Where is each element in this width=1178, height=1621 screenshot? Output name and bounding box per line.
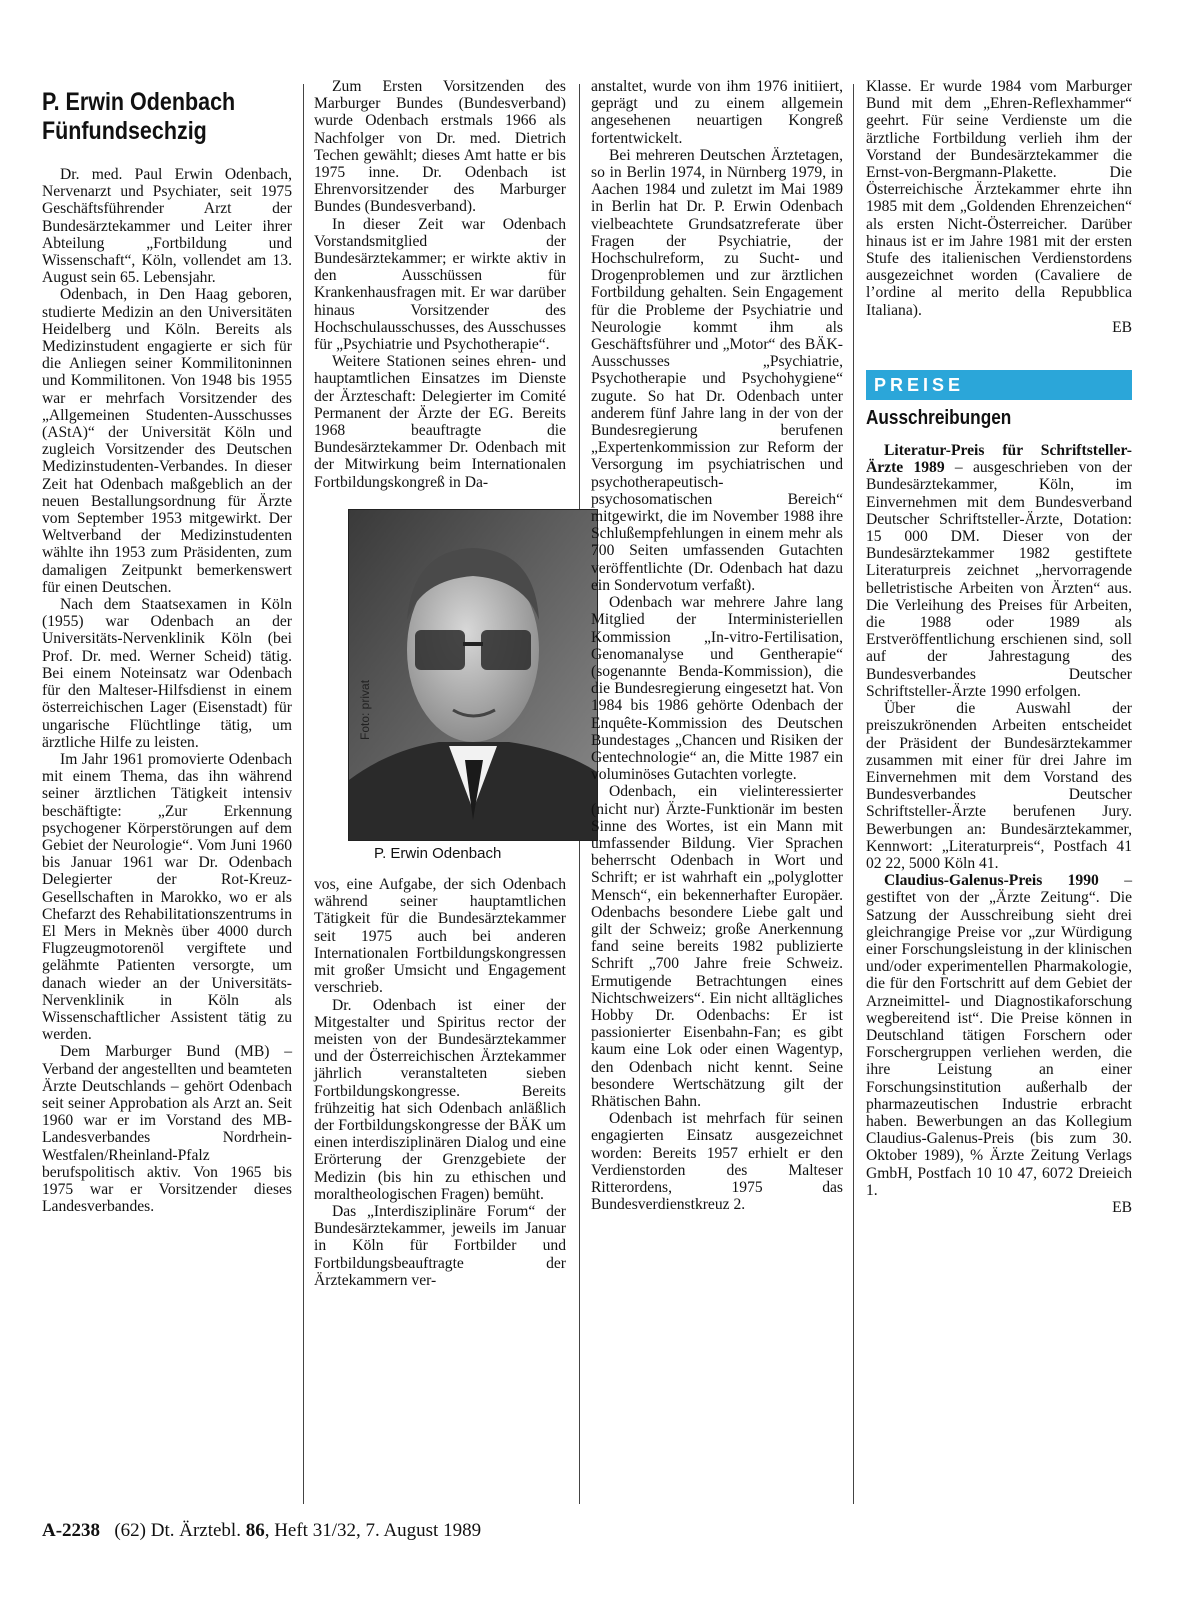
paragraph: Das „Interdisziplinäre Forum“ der Bundesärztekammer, jeweils im Januar in Köln für Fortbilder und Fortbildungsbeauftragte der Ärztekammern ver- [314, 1202, 566, 1289]
paragraph: Im Jahr 1961 promovierte Odenbach mit einem Thema, das ihn während seiner ärztlichen Tätigkeit intensiv beschäftigte: „Zur Erkennung psychogener Körperstörungen auf dem Gebiet der Neurologie“. Vom Juni 1960 bis Januar 1961 war Dr. Odenbach Delegierter der Rot-Kreuz-Gesellschaften in Marokko, wo er als Chefarzt des Rehabilitationszentrums in El Mers in Meknès über 4000 durch Flugzeugmotorenöl vergiftete und gelähmte Patienten versorgte, um danach wieder an der Universitäts-Nervenklinik in Köln als Wissenschaftlicher Assistent tätig zu werden. [42, 750, 292, 1044]
paragraph: Nach dem Staatsexamen in Köln (1955) war Odenbach an der Universitäts-Nervenklinik Köln (bei Prof. Dr. med. Werner Scheid) tätig. Bei einem Noteinsatz war Odenbach für den Malteser-Hilfsdienst in einem österreichischen Lager (Eisenstadt) für ungarische Flüchtlinge tätig, um ärztliche Hilfe zu leisten. [42, 596, 292, 751]
photo-caption: P. Erwin Odenbach [374, 844, 502, 862]
article-column-1 [42, 78, 292, 1215]
prize-text: – ausgeschrieben von der Bundesärztekammer, Köln, im Einvernehmen mit dem Bundesverband Deutscher Schriftsteller-Ärzte, Dotation: 15 000 DM. Dieser von der Bundesärztekammer 1982 gestiftete Literaturpreis zeichnet „hervorragende belletristische Arbeiten von Ärzten“ aus. Die Verleihung des Preises für Arbeiten, die 1988 oder 1989 als Erstveröffentlichung erschienen sind, soll auf der Jahrestagung des Bundesverbandes Deutscher Schriftsteller-Ärzte 1990 erfolgen. [866, 459, 1132, 700]
author-signature: EB [1112, 1198, 1132, 1216]
paragraph: Odenbach war mehrere Jahre lang Mitglied der Interministeriellen Kommission „In-vitro-Fertilisation, Genomanalyse und Gentherapie“ (sogenannte Benda-Kommission), die die Bundesregierung eingesetzt hat. Von 1984 bis 1986 gehörte Odenbach der Enquête-Kommission des Deutschen Bundestages „Chancen und Risiken der Gentechnologie“ an, die Mitte 1987 ein voluminöses Gutachten vorlegte. [591, 594, 843, 784]
paragraph: Klasse. Er wurde 1984 vom Marburger Bund mit dem „Ehren-Reflexhammer“ geehrt. Für seine Verdienste um die ärztliche Fortbildung verlieh ihm der Vorstand der Bundesärztekammer die Ernst-von-Bergmann-Plakette. Die Österreichische Ärztekammer ehrte ihn 1985 mit dem „Goldenden Ehrenzeichen“ als ersten Nicht-Österreicher. Darüber hinaus ist er im Jahre 1981 mit der ersten Stufe des italienischen Verdienstordens ausgezeichnet worden (Cavaliere de l’ordine al merito della Repubblica Italiana). [866, 78, 1132, 319]
article-headline [42, 88, 300, 146]
issue-suffix: , Heft 31/32, 7. August 1989 [264, 1520, 482, 1541]
paragraph: vos, eine Aufgabe, der sich Odenbach während seiner hauptamtlichen Tätigkeit für die Bundesärztekammer seit 1975 auch bei anderen Internationalen Fortbildungskongressen mit großer Umsicht und Engagement verschrieb. [314, 876, 566, 997]
section-label: PREISE [866, 370, 1132, 400]
article-column-4 [866, 78, 1132, 1216]
prize-paragraph [866, 442, 1132, 700]
volume-number: 86 [245, 1520, 265, 1541]
paragraph: Dem Marburger Bund (MB) – Verband der angestellten und beamteten Ärzte Deutschlands – gehört Odenbach seit seiner Approbation als Arzt an. Seit 1960 war er im Vorstand des MB-Landesverbandes Nordrhein-Westfalen/Rheinland-Pfalz berufspolitisch aktiv. Von 1965 bis 1975 war er Vorsitzender dieses Landesverbandes. [42, 1043, 292, 1216]
photo-credit: Foto: privat [358, 679, 372, 740]
paragraph: Über die Auswahl der preiszukrönenden Arbeiten entscheidet der Präsident der Bundesärztekammer zusammen mit einer für drei Jahre im Einvernehmen mit dem Vorstand des Bundesverbandes Deutscher Schriftsteller-Ärzte berufenen Jury. Bewerbungen an: Bundesärztekammer, Kennwort: „Literaturpreis“, Postfach 41 02 22, 5000 Köln 41. [866, 700, 1132, 872]
prize-title: Literatur-Preis für Schriftsteller-Ärzte 1989 [866, 442, 1132, 477]
prize-text: – gestiftet von der „Ärzte Zeitung“. Die Satzung der Ausschreibung sieht drei gleichrangige Preise vor „zur Würdigung einer Forschungsleistung in der klinischen und/oder experimentellen Pharmakologie, die für den Fortschritt auf dem Gebiet der Arzneimittel- und Diagnostikaforschung wegbereitend ist“. Die Preise können in Deutschland tätigen Forschern oder Forschergruppen verliehen werden, die ihre Leistung an einer Forschungsinstitution außerhalb der pharmazeutischen Industrie erbracht haben. Bewerbungen an das Kollegium Claudius-Galenus-Preis (bis zum 30. Oktober 1989), % Ärzte Zeitung Verlags GmbH, Postfach 10 10 47, 6072 Dreieich 1. [866, 872, 1132, 1199]
column-rule [303, 84, 304, 1504]
portrait-figure [314, 509, 566, 862]
portrait-photo [348, 509, 598, 841]
author-signature: EB [1112, 318, 1132, 336]
paragraph: In dieser Zeit war Odenbach Vorstandsmitglied der Bundesärztekammer; er wirkte aktiv in den Ausschüssen für Krankenhausfragen mit. Er war darüber hinaus Vorsitzender des Hochschulausschusses, des Ausschusses für „Psychiatrie und Psychotherapie“. [314, 215, 566, 354]
prize-title: Claudius-Galenus-Preis 1990 [884, 872, 1099, 890]
paragraph: Bei mehreren Deutschen Ärztetagen, so in Berlin 1974, in Nürnberg 1979, in Aachen 1984 und zuletzt im Mai 1989 in Berlin hat Dr. P. Erwin Odenbach vielbeachtete Grundsatzreferate über Fragen der Psychiatrie, der Hochschulreform, zu Sucht- und Drogenproblemen und zur ärztlichen Fortbildung gehalten. Sein Engagement für die Probleme der Psychiatrie und Neurologie kommt ihm als Geschäftsführer und „Motor“ des BÄK-Ausschusses „Psychiatrie, Psychotherapie und Psychohygiene“ zugute. So hat Dr. Odenbach unter anderem fünf Jahre lang in der von der Bundesregierung berufenen „Expertenkommission zur Reform der Versorgung im psychiatrischen und psychotherapeutisch-psychosomatischen Bereich“ mitgewirkt, die im November 1988 ihre Schlußempfehlungen in einem mehr als 700 Seiten umfassenden Gutachten veröffentlichte (Dr. Odenbach hat dazu ein Sondervotum verfaßt). [591, 146, 843, 594]
paragraph: Weitere Stationen seines ehren- und hauptamtlichen Einsatzes im Dienste der Ärzteschaft: Delegierter im Comité Permanent der Ärzte der EG. Bereits 1968 beauftragte die Bundesärztekammer Dr. Odenbach mit der Mitwirkung beim Internationalen Fortbildungskongreß in Da- [314, 353, 566, 491]
paragraph: Dr. Odenbach ist einer der Mitgestalter und Spiritus rector der meisten von der Bundesärztekammer und der Österreichischen Ärztekammer jährlich veranstalteten sieben Fortbildungskongresse. Bereits frühzeitig hat sich Odenbach anläßlich der Fortbildungskongresse der BÄK um einen interdisziplinären Dialog und eine Erörterung der Grenzgebiete der Medizin (bis hin zu ethischen und moraltheologischen Fragen) bemüht. [314, 996, 566, 1203]
headline-line-1: P. Erwin Odenbach [42, 88, 236, 116]
column-rule [853, 84, 854, 1504]
issue-prefix: (62) Dt. Ärztebl. [114, 1520, 241, 1541]
paragraph: Odenbach, ein vielinteressierter (nicht nur) Ärzte-Funktionär im besten Sinne des Wortes, ist ein Mann mit umfassender Bildung. Vier Sprachen beherrscht Odenbach in Wort und Schrift; er ist wahrhaft ein „polyglotter Mensch“, ein bekennerhafter Europäer. Odenbachs besondere Liebe galt und gilt der Schweiz; große Anerkennung fand seine bereits 1982 publizierte Schrift „700 Jahre freie Schweiz. Ermutigende Betrachtungen eines Nichtschweizers“. Ein nicht alltägliches Hobby Dr. Odenbachs: Er ist passionierter Eisenbahn-Fan; es gibt kaum eine Lok oder einen Wagentyp, den Odenbach nicht kennt. Seine besondere Wertschätzung gilt der Rhätischen Bahn. [591, 783, 843, 1110]
page-number: A-2238 [42, 1520, 101, 1541]
paragraph: Dr. med. Paul Erwin Odenbach, Nervenarzt und Psychiater, seit 1975 Geschäftsführender Arzt der Bundesärztekammer und Leiter ihrer Abteilung „Fortbildung und Wissenschaft“, Köln, vollendet am 13. August sein 65. Lebensjahr. [42, 166, 292, 287]
portrait-illustration [349, 510, 597, 840]
article-column-3 [591, 78, 843, 1213]
paragraph: anstaltet, wurde von ihm 1976 initiiert, geprägt und zu einem allgemein angesehenen neuartigen Kongreß fortentwickelt. [591, 78, 843, 147]
paragraph: Zum Ersten Vorsitzenden des Marburger Bundes (Bundesverband) wurde Odenbach erstmals 1966 als Nachfolger von Dr. med. Dietrich Techen gewählt; dieses Amt hatte er bis 1975 inne. Dr. Odenbach ist Ehrenvorsitzender des Marburger Bundes (Bundesverband). [314, 78, 566, 216]
paragraph: Odenbach, in Den Haag geboren, studierte Medizin an den Universitäten Heidelberg und Köln. Bereits als Medizinstudent engagierte er sich für die Anliegen seiner Kommilitoninnen und Kommilitonen. Von 1948 bis 1955 war er mehrfach Vorsitzender des „Allgemeinen Studenten-Ausschusses (AStA)“ der Universität Köln und zugleich Vorsitzender des Deutschen Medizinstudenten-Verbandes. In dieser Zeit hat Odenbach maßgeblich an der neuen Bestallungsordnung für Ärzte vom September 1953 mitgewirkt. Der Weltverband der Medizinstudenten wählte ihn 1953 zum Präsidenten, zum damaligen Zeitpunkt bemerkenswert für einen Deutschen. [42, 286, 292, 596]
headline-line-2: Fünfundsechzig [42, 117, 207, 145]
article-column-2 [314, 78, 566, 1289]
page-footer [42, 1520, 481, 1542]
prize-paragraph [866, 872, 1132, 1199]
paragraph: Odenbach ist mehrfach für seinen engagierten Einsatz ausgezeichnet worden: Bereits 1957 erhielt er den Verdienstorden des Malteser Ritterordens, 1975 das Bundesverdienstkreuz 2. [591, 1110, 843, 1214]
section-heading: Ausschreibungen [866, 407, 1012, 430]
